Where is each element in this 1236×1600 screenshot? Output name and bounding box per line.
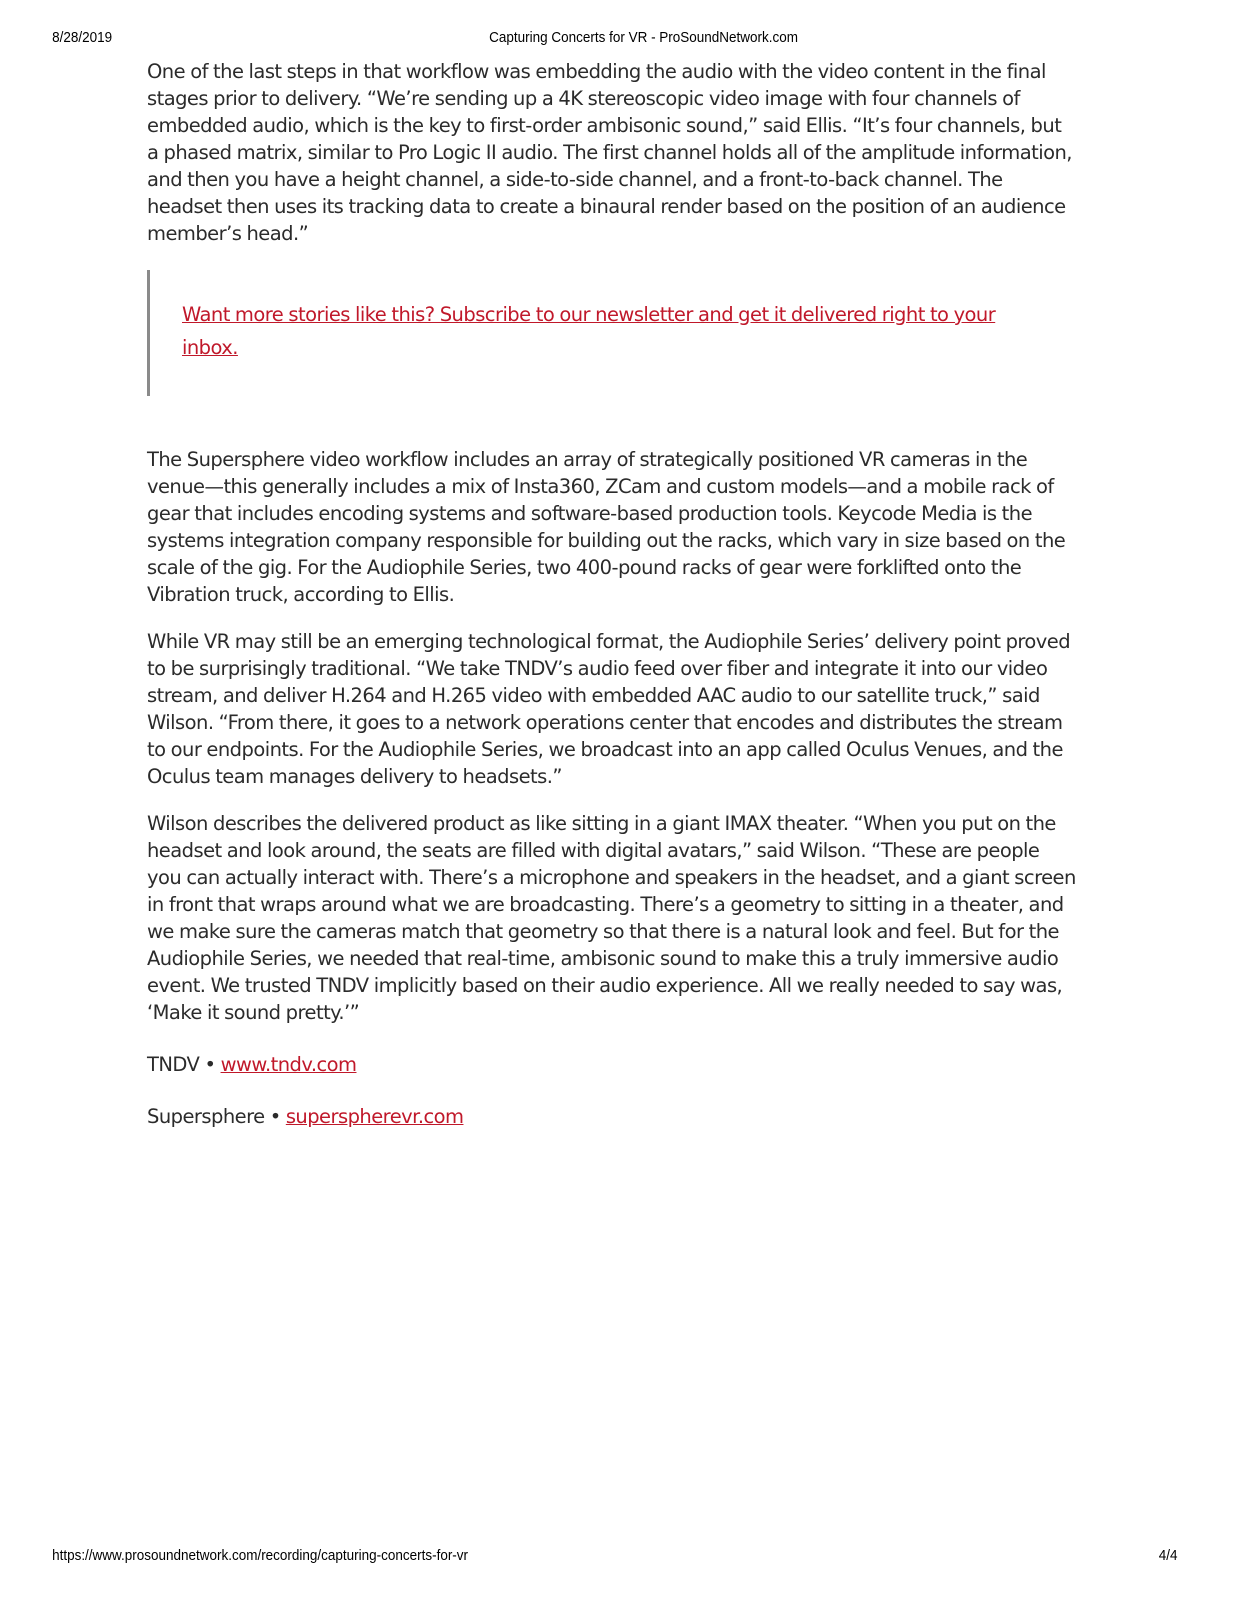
- article-paragraph: The Supersphere video workflow includes an array of strategically positioned VR cameras in the venue—this generally includes a mix of Insta360, ZCam and custom models—and a mobile rack of gear that includes encoding systems and software-based production tools. Keycode Media is the systems integration company responsible for building out the racks, which vary in size based on the scale of the gig. For the Audiophile Series, two 400-pound racks of gear were forklifted onto the Vibration truck, according to Ellis.: [147, 448, 1066, 606]
- newsletter-callout: [147, 270, 1077, 396]
- article-paragraph: While VR may still be an emerging technological format, the Audiophile Series’ delivery point proved to be surprisingly traditional. “We take TNDV’s audio feed over fiber and integrate it into our video stream, and deliver H.264 and H.265 video with embedded AAC audio to our satellite truck,” said Wilson. “From there, it goes to a network operations center that encodes and distributes the stream to our endpoints. For the Audiophile Series, we broadcast into an app called Oculus Venues, and the Oculus team manages delivery to headsets.”: [147, 630, 1071, 788]
- article-paragraph: One of the last steps in that workflow was embedding the audio with the video content in the final stages prior to delivery. “We’re sending up a 4K stereoscopic video image with four channels of embedded audio, which is the key to first-order ambisonic sound,” said Ellis. “It’s four channels, but a phased matrix, similar to Pro Logic II audio. The first channel holds all of the amplitude information, and then you have a height channel, a side-to-side channel, and a front-to-back channel. The headset then uses its tracking data to create a binaural render based on the position of an audience member’s head.”: [147, 60, 1072, 245]
- credit-line-supersphere: [147, 1103, 1077, 1130]
- credit-separator: •: [199, 1053, 221, 1076]
- credit-line-tndv: [147, 1051, 1077, 1078]
- spacer: [147, 396, 1077, 446]
- print-date: 8/28/2019: [52, 30, 113, 46]
- newsletter-subscribe-link[interactable]: Want more stories like this? Subscribe to our newsletter and get it delivered right to your inbox.: [182, 303, 996, 359]
- article-body: [147, 58, 1077, 1150]
- print-page-title: Capturing Concerts for VR - ProSoundNetwork.com: [489, 30, 798, 46]
- article-paragraph: Wilson describes the delivered product as like sitting in a giant IMAX theater. “When you put on the headset and look around, the seats are filled with digital avatars,” said Wilson. “These are people you can actually interact with. There’s a microphone and speakers in the headset, and a giant screen in front that wraps around what we are broadcasting. There’s a geometry to sitting in a theater, and we make sure the cameras match that geometry so that there is a natural look and feel. But for the Audiophile Series, we needed that real-time, ambisonic sound to make this a truly immersive audio event. We trusted TNDV implicitly based on their audio experience. All we really needed to say was, ‘Make it sound pretty.’”: [147, 812, 1076, 1024]
- credit-separator: •: [264, 1105, 286, 1128]
- credit-name: TNDV: [147, 1053, 200, 1076]
- print-header: [0, 30, 1149, 50]
- page-number: 4/4: [1158, 1548, 1178, 1564]
- print-url: https://www.prosoundnetwork.com/recording/capturing-concerts-for-vr: [52, 1548, 469, 1564]
- print-footer: [0, 1548, 1178, 1568]
- credit-name: Supersphere: [147, 1105, 265, 1128]
- supersphere-website-link[interactable]: superspherevr.com: [285, 1105, 464, 1128]
- tndv-website-link[interactable]: www.tndv.com: [220, 1053, 357, 1076]
